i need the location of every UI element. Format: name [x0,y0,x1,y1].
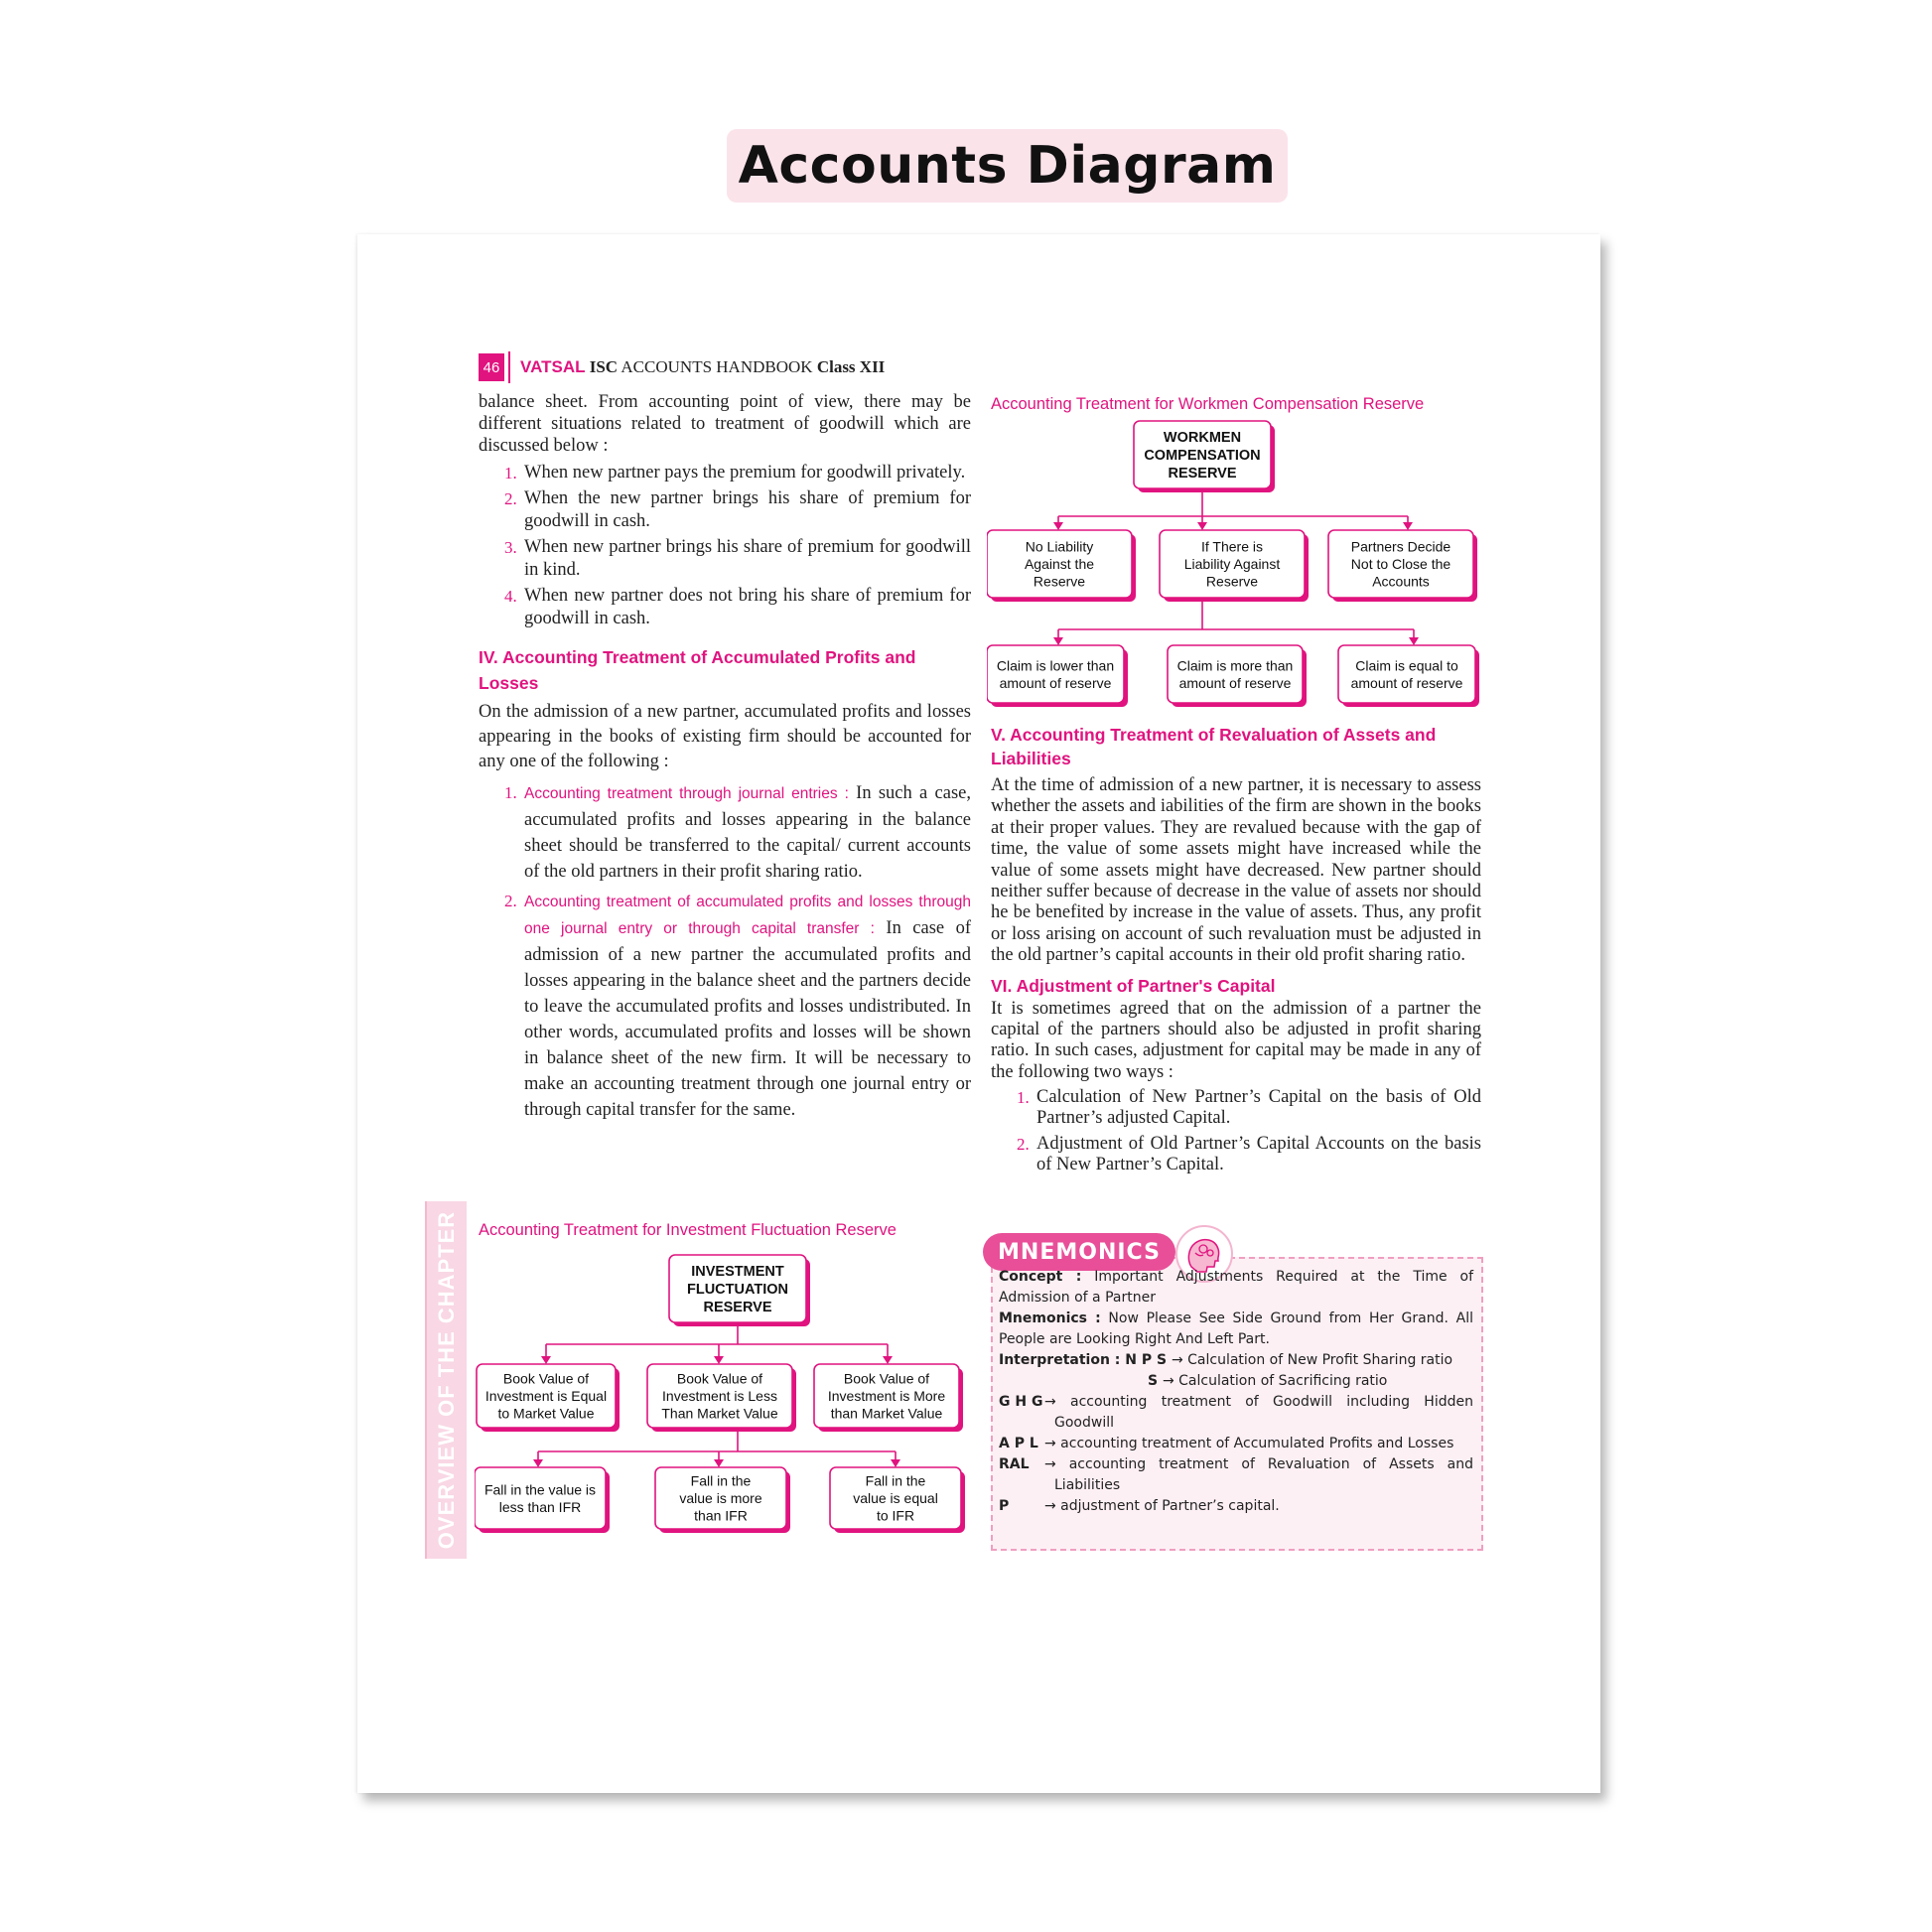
section4-title [479,644,971,696]
title-banner [727,129,1288,203]
wcr-level2-box [1338,645,1479,707]
list-item [479,780,971,885]
ifr-level1-box-text: Investment is More [827,1388,946,1404]
ifr-level2-box [475,1467,610,1533]
wcr-root-text: RESERVE [1168,466,1237,482]
wcr-arrow-head [1403,522,1413,530]
list-item-text: Adjustment of Old Partner’s Capital Accounts on the basis of New Partner’s Capital. [1036,1134,1481,1175]
interpretation-line [999,1434,1473,1454]
ifr-level1-box-text: Than Market Value [661,1405,778,1422]
ifr-level1-box-text: to Market Value [497,1405,595,1422]
list-item-number: 2. [504,489,517,508]
interpretation-text: → adjustment of Partner’s capital. [1044,1498,1280,1514]
wcr-level1-box-text: Liability Against [1183,556,1281,572]
interpretation-text: → Calculation of Sacrificing ratio [1162,1373,1388,1389]
wcr-arrow-head [1197,522,1207,530]
interpretation-line [999,1350,1473,1371]
header-divider [508,351,510,383]
section4-list [479,780,971,1123]
ifr-level1-box [647,1364,796,1432]
wcr-level1-box-text: Partners Decide [1350,538,1451,555]
mnemonic-text: Now Please See Side Ground from Her Grand. All People are Looking Right And Left Part. [999,1311,1473,1347]
wcr-level1-box-text: Reserve [1033,573,1086,590]
list-item-text: When new partner does not bring his share of premium for goodwill in cash. [524,586,971,628]
mnemonic-label: Mnemonics : [999,1311,1101,1326]
ifr-level1-box-text: Book Value of [843,1370,930,1387]
ifr-arrow-2-head [714,1459,724,1467]
wcr-level2-box-text: Claim is lower than [996,657,1115,674]
section4-title-text: IV. Accounting Treatment of Accumulated Profits and Losses [479,647,916,693]
list-item-text: When new partner pays the premium for goodwill privately. [524,463,966,483]
ifr-level2-box-text: less than IFR [498,1498,582,1515]
ifr-level1-box [814,1364,963,1432]
wcr-level1-box-text: Not to Close the [1350,556,1451,572]
list-item-number: 2. [1017,1135,1030,1155]
section5-title: V. Accounting Treatment of Revaluation of Assets and Liabilities [991,725,1437,768]
wcr-level2-box [987,645,1128,707]
list-item-number: 2. [504,892,517,910]
ifr-level2-box-text: value is equal [853,1490,938,1506]
wcr-root-text: WORKMEN [1163,430,1242,446]
ifr-level2-box-text: Fall in the [865,1472,926,1489]
wcr-level2-box [1168,645,1307,707]
ifr-root-text: INVESTMENT [691,1264,784,1280]
ifr-level1-box [477,1364,620,1432]
wcr-level1-box [987,530,1136,602]
mnemonic-concept [999,1267,1473,1309]
ifr-level1-box-text: Investment is Equal [484,1388,608,1404]
interpretation-line [999,1392,1473,1434]
list-item-text: When new partner brings his share of premium for goodwill in kind. [524,537,971,580]
wcr-level2-box-text: Claim is equal to [1355,657,1458,674]
interpretation-line [999,1454,1473,1496]
ifr-root-text: FLUCTUATION [686,1282,789,1298]
interpretation-text: → Calculation of New Profit Sharing ratio [1171,1352,1453,1368]
section6-text: It is sometimes agreed that on the admission of a partner the capital of the partners should also be adjusted in profit sharing ratio. In such cases, adjustment for capital may be made in any of the following two ways : [991,998,1481,1082]
wcr-arrow-head [1053,522,1063,530]
page-number: 46 [479,353,504,381]
interpretation-key: A P L [999,1436,1038,1451]
list-item-number: 1. [1017,1088,1030,1108]
list-item-number: 4. [504,587,517,606]
ifr-root-text: RESERVE [703,1300,772,1315]
left-column [479,391,971,1127]
list-item [479,487,971,533]
wcr-level2-box-text: amount of reserve [1178,674,1292,691]
list-item-text: Calculation of New Partner’s Capital on the basis of Old Partner’s adjusted Capital. [1036,1087,1481,1129]
wcr-diagram-title: Accounting Treatment for Workmen Compensation Reserve [991,395,1425,413]
ifr-arrow-2-head [533,1459,543,1467]
list-item-text: In such a case, accumulated profits and losses appearing in the balance sheet should be transferred to the capital/ current accounts of the old partners in their profit sharing ratio. [524,783,971,882]
brand-name: VATSAL [520,357,586,376]
mnemonics-content [999,1267,1473,1517]
ifr-level2-box-text: Fall in the [690,1472,752,1489]
ifr-level2-box [830,1467,965,1533]
ifr-level1-box-text: Book Value of [502,1370,590,1387]
wcr-level1-box [1328,530,1477,602]
section6-list [991,1087,1481,1175]
ifr-root [669,1255,810,1326]
list-item-lead: Accounting treatment through journal entries : [524,785,849,802]
list-item [479,889,971,1123]
concept-text: Important Adjustments Required at the Time of Admission of a Partner [999,1269,1474,1306]
list-item-text: When the new partner brings his share of premium for goodwill in cash. [524,488,971,531]
running-header [520,357,885,377]
mnemonic-sentence [999,1309,1473,1350]
concept-label: Concept : [999,1269,1082,1285]
side-tab-label: OVERVIEW OF THE CHAPTER [434,1210,459,1550]
list-item-number: 1. [504,464,517,483]
list-item [479,585,971,630]
wcr-root [1134,421,1275,492]
ifr-arrow-head [714,1356,724,1364]
wcr-diagram [987,417,1493,715]
wcr-arrow-2-head [1053,637,1063,645]
ifr-level2-box-text: Fall in the value is [483,1481,597,1498]
wcr-level1-box-text: If There is [1201,538,1263,555]
section6-title: VI. Adjustment of Partner's Capital [991,975,1276,996]
list-item-number: 1. [504,783,517,802]
header-isc: ISC [589,357,619,376]
list-item-lead: Accounting treatment of accumulated profits and losses through one journal entry or through capital transfer : [524,894,971,937]
interpretation-text: → accounting treatment of Revaluation of Assets and Liabilities [1044,1456,1473,1493]
wcr-level1-box-text: No Liability [1025,538,1094,555]
interpretation-text: → accounting treatment of Accumulated Profits and Losses [1044,1436,1454,1451]
wcr-level2-box-text: Claim is more than [1176,657,1294,674]
wcr-level1-box-text: Reserve [1205,573,1259,590]
ifr-level1-box-text: than Market Value [830,1405,943,1422]
list-item [991,1087,1481,1129]
section5-text: At the time of admission of a new partner, it is necessary to assess whether the assets and iabilities of the firm are shown in the books at their proper values. They are revalued because with the gap of time, the value of some assets might have increased while the value of some assets might have decreased. New partner should neither suffer because of decrease in the value of assets nor should he be benefited by increase in the value of assets. Thus, any profit or loss arising on account of such revaluation must be adjusted in the old partner’s capital accounts in their old profit sharing ratio. [991,775,1481,966]
ifr-level1-box-text: Investment is Less [662,1388,777,1404]
wcr-arrow-2-head [1409,637,1419,645]
header-book: ACCOUNTS HANDBOOK [621,357,813,376]
wcr-level1-box [1160,530,1309,602]
interpretation-label: Interpretation : [999,1352,1126,1368]
ifr-arrow-head [541,1356,551,1364]
goodwill-situations-list [479,462,971,630]
interpretation-key: RAL [999,1456,1030,1472]
side-tab [425,1201,467,1559]
list-item [479,462,971,484]
list-item [991,1134,1481,1175]
interpretation-key: P [999,1498,1010,1514]
banner-title: Accounts Diagram [738,136,1277,196]
wcr-root-text: COMPENSATION [1144,448,1261,464]
list-item [479,536,971,582]
interpretation-key: S [1148,1373,1163,1389]
interpretation-line [999,1371,1473,1392]
wcr-level2-box-text: amount of reserve [1350,674,1463,691]
wcr-level1-box-text: Against the [1024,556,1095,572]
ifr-diagram [475,1247,981,1575]
section4-intro: On the admission of a new partner, accumulated profits and losses appearing in the books of existing firm should be accounted for any one of the following : [479,702,971,771]
list-item-number: 3. [504,538,517,557]
ifr-level2-box [655,1467,790,1533]
list-item-text: In case of admission of a new partner the accumulated profits and losses appearing in the balance sheet and the partners decide to leave the accumulated profits and losses undistributed. In other words, accumulated profits and losses will be shown in balance sheet of the new firm. It will be necessary to make an accounting treatment through one journal entry or through capital transfer for the same. [524,918,972,1120]
ifr-diagram-title: Accounting Treatment for Investment Fluctuation Reserve [479,1221,897,1239]
interpretation-list [999,1350,1473,1517]
right-column [991,723,1481,1180]
ifr-level1-box-text: Book Value of [676,1370,763,1387]
interpretation-text: → accounting treatment of Goodwill including Hidden Goodwill [1044,1394,1473,1431]
ifr-level2-box-text: than IFR [694,1507,748,1524]
mnemonics-badge [983,1233,1175,1271]
mnemonics-label: MNEMONICS [998,1239,1161,1265]
wcr-level1-box-text: Accounts [1372,573,1430,590]
header-class: Class XII [816,357,886,376]
interpretation-line [999,1496,1473,1517]
ifr-level2-box-text: value is more [679,1490,762,1506]
interpretation-key: N P S [1125,1352,1172,1368]
interpretation-key: G H G [999,1394,1043,1410]
ifr-level2-box-text: to IFR [876,1507,915,1524]
ifr-arrow-head [883,1356,893,1364]
intro-paragraph: balance sheet. From accounting point of view, there may be different situations related to treatment of goodwill which are discussed below : [479,392,971,456]
ifr-arrow-2-head [891,1459,900,1467]
book-page [357,234,1600,1793]
wcr-level2-box-text: amount of reserve [999,674,1112,691]
